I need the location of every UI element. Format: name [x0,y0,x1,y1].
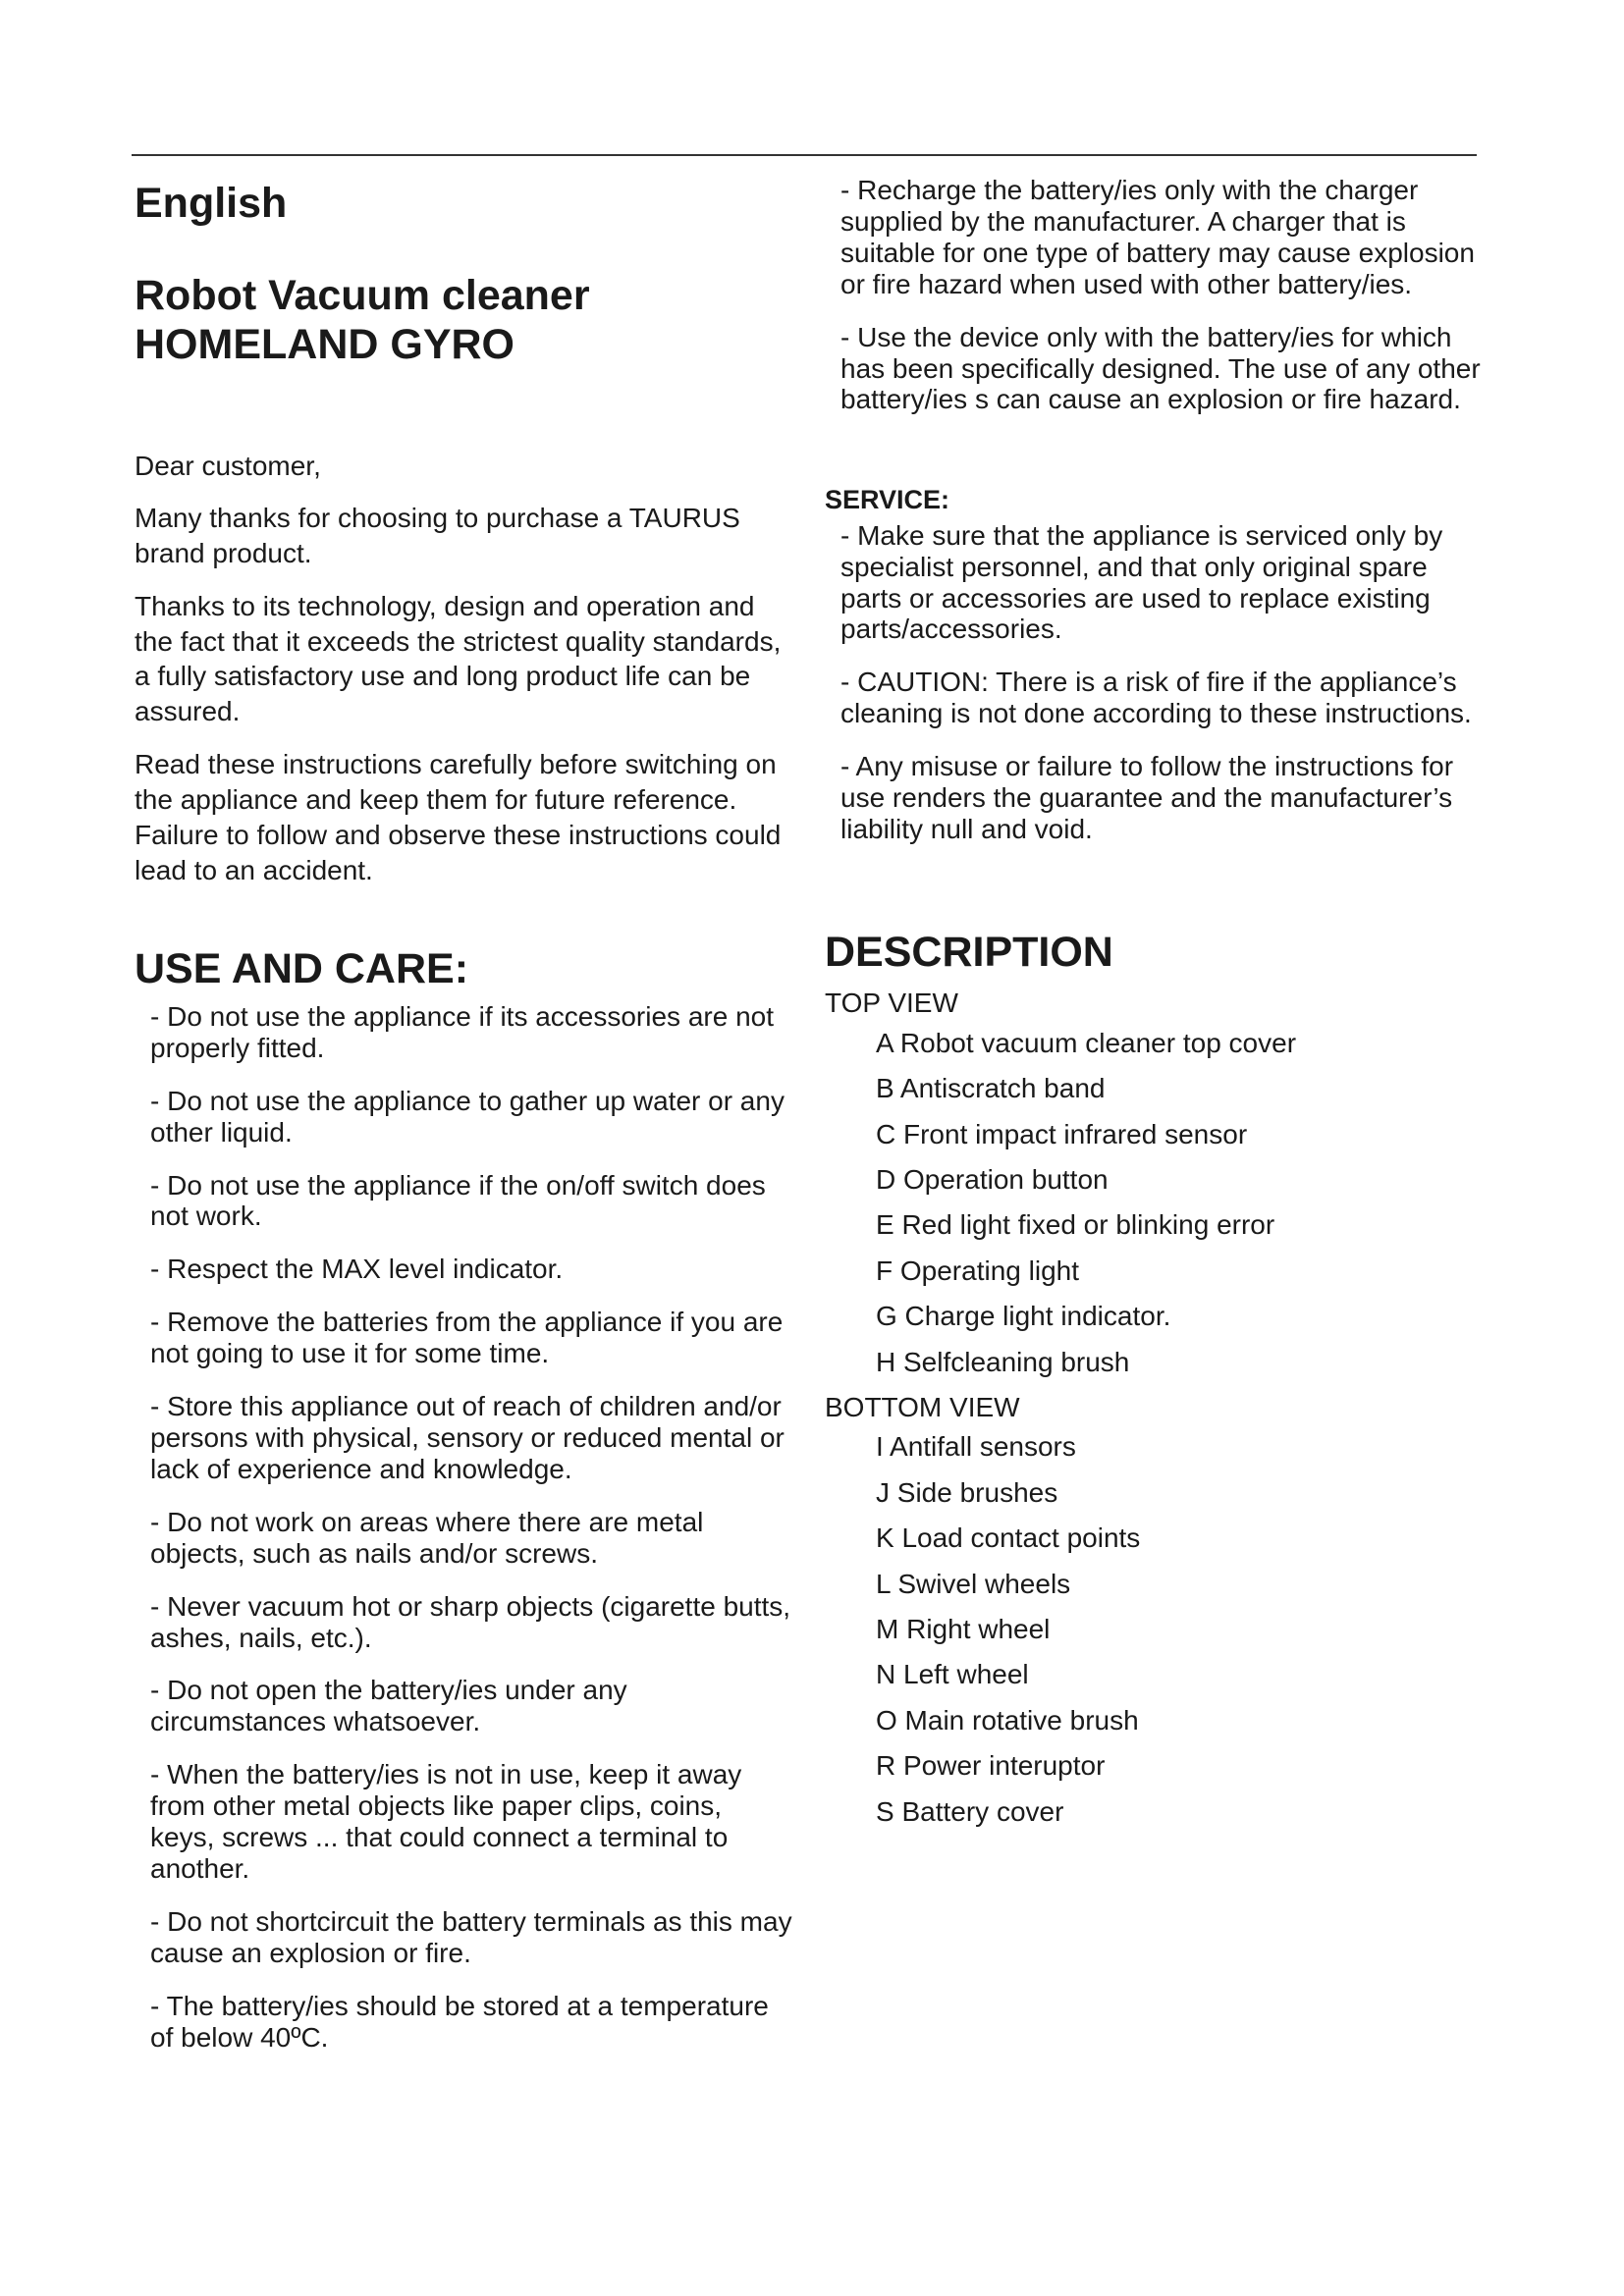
use-and-care-heading: USE AND CARE: [135,945,469,993]
top-view-label: TOP VIEW [825,988,958,1019]
list-item: - When the battery/ies is not in use, keep it away from other metal objects like paper clips, coins, keys, screws ... that could connect a terminal to another. [150,1759,742,1884]
list-item: A Robot vacuum cleaner top cover [876,1027,1297,1058]
intro-paragraph-1: Many thanks for choosing to purchase a TAURUS brand product. [135,503,740,568]
list-item: - Recharge the battery/ies only with the charger supplied by the manufacturer. A charger that is suitable for one type of battery may cause explosion or fire hazard when used with other battery/ies. [840,175,1475,299]
list-item: R Power interuptor [876,1750,1106,1782]
service-heading: SERVICE: [825,485,950,515]
list-item: I Antifall sensors [876,1431,1076,1463]
list-item: C Front impact infrared sensor [876,1118,1248,1149]
service-list [825,520,1492,845]
use-and-care-list [135,1001,792,2054]
list-item: B Antiscratch band [876,1073,1106,1104]
list-item: G Charge light indicator. [876,1301,1171,1332]
battery-notes-list [825,175,1492,415]
list-item: - Do not work on areas where there are metal objects, such as nails and/or screws. [150,1506,704,1569]
list-item: - Respect the MAX level indicator. [150,1254,564,1285]
list-item: - Store this appliance out of reach of children and/or persons with physical, sensory or reduced mental or lack of experience and knowledge. [150,1391,785,1484]
list-item: - CAUTION: There is a risk of fire if the appliance’s cleaning is not done according to these instructions. [840,667,1472,729]
list-item: - Do not use the appliance to gather up water or any other liquid. [150,1085,785,1148]
list-item: L Swivel wheels [876,1568,1071,1599]
list-item: D Operation button [876,1164,1109,1196]
list-item: - Make sure that the appliance is serviced only by specialist personnel, and that only original spare parts or accessories are used to replace existing parts/accessories. [840,519,1443,645]
list-item: - Never vacuum hot or sharp objects (cigarette butts, ashes, nails, etc.). [150,1590,791,1653]
product-title [135,271,792,370]
right-column [825,167,1492,1840]
top-rule [132,154,1477,156]
list-item: F Operating light [876,1255,1079,1286]
list-item: - Do not use the appliance if its accessories are not properly fitted. [150,1000,775,1063]
greeting: Dear customer, [135,451,321,482]
list-item: S Battery cover [876,1795,1064,1827]
product-title-line-2: HOMELAND GYRO [135,321,514,369]
intro-paragraph-2: Thanks to its technology, design and operation and the fact that it exceeds the strictest quality standards, a fully satisfactory use and long product life can be assured. [135,590,782,727]
list-item: - Remove the batteries from the appliance if you are not going to use it for some time. [150,1307,784,1369]
left-column [135,167,792,2075]
list-item: - Use the device only with the battery/ies for which has been specifically designed. The use of any other battery/ies s can cause an explosion or fire hazard. [840,321,1481,415]
list-item: M Right wheel [876,1613,1051,1644]
list-item: - Do not shortcircuit the battery terminals as this may cause an explosion or fire. [150,1905,792,1968]
list-item: - Any misuse or failure to follow the instructions for use renders the guarantee and the manufacturer’s liability null and void. [840,751,1454,844]
list-item: O Main rotative brush [876,1704,1139,1735]
list-item: - Do not open the battery/ies under any circumstances whatsoever. [150,1675,627,1737]
bottom-view-label: BOTTOM VIEW [825,1392,1020,1422]
bottom-view-parts-list [825,1429,1492,1830]
list-item: H Selfcleaning brush [876,1346,1130,1377]
list-item: J Side brushes [876,1476,1058,1508]
list-item: K Load contact points [876,1522,1141,1554]
list-item: N Left wheel [876,1659,1029,1690]
list-item: - Do not use the appliance if the on/off switch does not work. [150,1169,766,1232]
product-title-line-1: Robot Vacuum cleaner [135,271,590,319]
language-heading: English [135,180,288,227]
intro-paragraph-3: Read these instructions carefully before switching on the appliance and keep them for future reference. Failure to follow and observe these instructions could lead to an accident. [135,749,782,885]
list-item: - The battery/ies should be stored at a temperature of below 40ºC. [150,1990,769,2053]
top-view-parts-list [825,1026,1492,1380]
list-item: E Red light fixed or blinking error [876,1209,1275,1241]
description-heading: DESCRIPTION [825,928,1113,976]
